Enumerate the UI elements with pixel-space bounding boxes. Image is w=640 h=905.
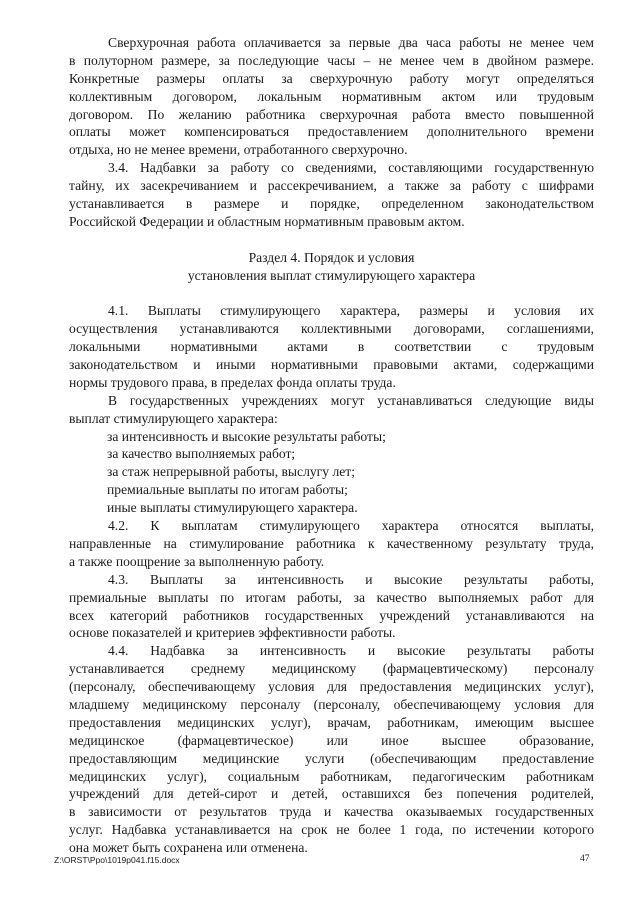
text-line: В государственных учреждениях могут устанавливаться следующие виды xyxy=(108,392,594,408)
text-line: устанавливается среднему медицинскому (фармацевтическому) персоналу xyxy=(69,661,594,677)
text-line: коллективным договором, локальным нормативным актом или трудовым xyxy=(69,88,594,104)
text-line: Конкретные размеры оплаты за сверхурочную работу могут определяться xyxy=(69,70,594,86)
text-line: осуществления устанавливаются коллективными договорами, соглашениями, xyxy=(69,321,594,337)
list-item: иные выплаты стимулирующего характера. xyxy=(107,500,358,516)
text-line: 4.1. Выплаты стимулирующего характера, размеры и условия их xyxy=(108,303,594,319)
text-line: медицинских услуг), социальным работникам, педагогическим работникам xyxy=(69,768,594,784)
text-line: учреждений для детей-сирот и детей, оставшихся без попечения родителей, xyxy=(69,786,594,802)
text-line: нормы трудового права, в пределах фонда оплаты труда. xyxy=(69,374,396,390)
list-item: премиальные выплаты по итогам работы; xyxy=(107,482,348,498)
footer-page-number: 47 xyxy=(580,854,590,864)
text-line: предоставляющим медицинские услуги (обеспечивающим предоставление xyxy=(69,750,594,766)
footer-file-path: Z:\ORST\Ppo\1019p041.f15.docx xyxy=(54,855,180,865)
text-line: премиальные выплаты по итогам работы, за качество выполняемых работ для xyxy=(69,589,594,605)
incentive-types-list xyxy=(69,428,594,517)
text-line: оплаты может компенсироваться предоставлением дополнительного времени xyxy=(69,124,594,140)
text-line: 4.4. Надбавка за интенсивность и высокие результаты работы xyxy=(108,643,594,659)
text-line: законодательством и иными нормативными правовыми актами, содержащими xyxy=(69,357,594,373)
text-line: 4.2. К выплатам стимулирующего характера относятся выплаты, xyxy=(108,518,594,534)
paragraph-4-4 xyxy=(69,642,594,857)
text-line: а также поощрение за выполненную работу. xyxy=(69,553,325,569)
paragraph-state-institutions xyxy=(69,392,594,428)
list-item: за интенсивность и высокие результаты работы; xyxy=(107,428,386,444)
text-line: в полуторном размере, за последующие часы – не менее чем в двойном размере. xyxy=(69,52,594,68)
text-line: 3.4. Надбавки за работу со сведениями, составляющими государственную xyxy=(108,160,594,176)
text-line: она может быть сохранена или отменена. xyxy=(69,840,308,856)
paragraph-3-4 xyxy=(69,159,594,231)
text-line: основе показателей и критериев эффективности работы. xyxy=(69,625,396,641)
text-line: медицинское (фармацевтическое) или иное высшее образование, xyxy=(69,732,594,748)
text-line: договором. По желанию работника сверхурочная работа вместо повышенной xyxy=(69,106,594,122)
document-body xyxy=(69,34,594,857)
text-line: 4.3. Выплаты за интенсивность и высокие результаты работы, xyxy=(108,571,594,587)
text-line: предоставления медицинских услуг), врачам, работникам, имеющим высшее xyxy=(69,714,594,730)
paragraph-overtime-pay xyxy=(69,34,594,159)
section-heading xyxy=(69,249,594,285)
text-line: всех категорий работников государственных учреждений устанавливаются на xyxy=(69,607,594,623)
paragraph-4-2 xyxy=(69,517,594,571)
text-line: выплат стимулирующего характера: xyxy=(69,410,278,426)
list-item: за качество выполняемых работ; xyxy=(107,446,296,462)
paragraph-4-1 xyxy=(69,302,594,391)
text-line: устанавливается в размере и порядке, определенном законодательством xyxy=(69,196,594,212)
text-line: отдыха, но не менее времени, отработанного сверхурочно. xyxy=(69,142,408,158)
text-line: младшему медицинскому персоналу (персоналу, обеспечивающему условия для xyxy=(69,696,594,712)
text-line: в зависимости от результатов труда и качества оказываемых государственных xyxy=(69,804,594,820)
paragraph-4-3 xyxy=(69,571,594,643)
text-line: локальными нормативными актами в соответствии с трудовым xyxy=(69,339,594,355)
text-line: Российской Федерации и областным нормативным правовым актом. xyxy=(69,213,465,229)
text-line: (персоналу, обеспечивающему условия для предоставления медицинских услуг), xyxy=(69,679,594,695)
text-line: направленные на стимулирование работника к качественному результату труда, xyxy=(69,535,594,551)
spacer xyxy=(69,231,594,249)
list-item: за стаж непрерывной работы, выслугу лет; xyxy=(107,464,355,480)
section-title-line: Раздел 4. Порядок и условия xyxy=(248,249,415,265)
text-line: тайну, их засекречиванием и рассекречиванием, а также за работу с шифрами xyxy=(69,178,594,194)
text-line: Сверхурочная работа оплачивается за первые два часа работы не менее чем xyxy=(108,35,594,50)
spacer xyxy=(69,284,594,302)
section-title-line: установления выплат стимулирующего характера xyxy=(187,267,476,283)
text-line: услуг. Надбавка устанавливается на срок не более 1 года, по истечении которого xyxy=(69,822,594,838)
